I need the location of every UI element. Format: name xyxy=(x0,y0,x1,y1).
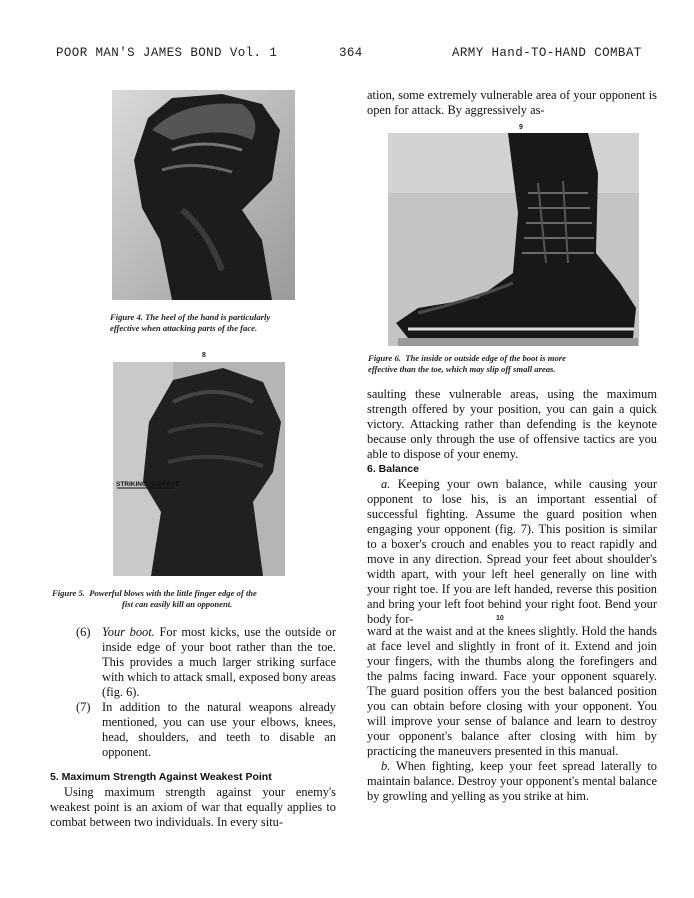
balance-paragraph-a-label: a. xyxy=(381,477,391,491)
left-column-body xyxy=(50,625,336,830)
figure-4-caption xyxy=(110,312,306,334)
right-column-body xyxy=(367,387,657,627)
figure-5-marker: 8 xyxy=(202,352,206,359)
section-5-heading: 5. Maximum Strength Against Weakest Point xyxy=(50,771,272,783)
list-item-6-number: (6) xyxy=(76,625,91,639)
list-item-7-text: In addition to the natural weapons already mentioned, you can use your elbows, knees, head, shoulders, and teeth to disable an opponent. xyxy=(102,700,336,759)
page-number: 364 xyxy=(339,46,363,60)
balance-paragraph-a xyxy=(367,477,657,627)
balance-paragraph-b xyxy=(367,759,657,804)
right-paragraph-saulting: saulting these vulnerable areas, using the maximum strength offered by your position, you can gain a quick victory. Attacking rather than defending is the keynote because only through the use of offensive tactics are you able to dispose of your enemy. xyxy=(367,387,657,461)
balance-continued-paragraph: ward at the waist and at the knees slightly. Hold the hands at face level and slightly in front of it. Extend and join your fingers, with the thumbs along the forefingers and the palms facing inward. Face your opponent squarely. The guard position offers you the best balanced position you can obtain before closing with your opponent. You will improve your sense of balance and learn to destroy your opponent's balance after closing with him by practicing the maneuvers presented in this manual. xyxy=(367,624,657,758)
figure-5-photo xyxy=(113,362,285,576)
figure-4-caption-line1: The heel of the hand is particularly xyxy=(145,312,271,322)
figure-4-caption-line2: effective when attacking parts of the face. xyxy=(110,323,258,333)
figure-5-caption-line1: Powerful blows with the little finger edge of the xyxy=(89,588,257,598)
figure-5-caption-line2: fist can easily kill an opponent. xyxy=(122,599,233,609)
right-column-lower xyxy=(367,624,657,804)
figure-4-photo xyxy=(112,90,295,300)
figure-6-label: Figure 6. xyxy=(368,353,401,363)
figure-4-label: Figure 4. xyxy=(110,312,143,322)
balance-paragraph-b-label: b. xyxy=(381,759,391,773)
figure-6-marker: 9 xyxy=(519,124,523,131)
list-item-6-title: Your boot. xyxy=(102,625,155,639)
list-item-7-number: (7) xyxy=(76,700,91,714)
figure-5-caption xyxy=(52,588,344,610)
right-column-continuation: ation, some extremely vulnerable area of your opponent is open for attack. By aggressively as- xyxy=(367,88,657,117)
striking-surface-label: STRIKING SURFACE xyxy=(116,481,180,488)
balance-paragraph-b-text: When fighting, keep your feet spread laterally to maintain balance. Destroy your opponent's mental balance by growling and yelling as you strike at him. xyxy=(367,759,657,803)
figure-6-caption-line1: The inside or outside edge of the boot is more xyxy=(405,353,566,363)
page-marker-10: 10 xyxy=(496,615,504,622)
section-5-paragraph: Using maximum strength against your enemy's weakest point is an axiom of war that equally applies to combat between two individuals. In every situ- xyxy=(50,785,336,829)
figure-6-photo xyxy=(388,133,639,346)
figure-6-caption-line2: effective than the toe, which may slip off small areas. xyxy=(368,364,556,374)
section-6-heading: 6. Balance xyxy=(367,463,419,475)
list-item-6 xyxy=(50,625,336,700)
figure-5-label: Figure 5. xyxy=(52,588,85,598)
list-item-7 xyxy=(50,700,336,760)
balance-paragraph-a-text: Keeping your own balance, while causing your opponent to lose his, is an important essential of successful fighting. Assume the guard position when engaging your opponent (fig. 7). This position is similar to a boxer's crouch and enables you to react rapidly and move in any direction. Spread your feet about shoulder's width apart, with your left heel generally on line with your right toe. If you are left handed, reverse this position and bring your left foot behind your right foot. Bend your body for- xyxy=(367,477,657,626)
right-column-top-text xyxy=(367,88,657,118)
figure-6-caption xyxy=(368,353,660,375)
running-header-right: ARMY Hand-TO-HAND COMBAT xyxy=(452,46,642,60)
running-header-left: POOR MAN'S JAMES BOND Vol. 1 xyxy=(56,46,278,60)
list-item-6-text: For most kicks, use the outside or inside edge of your boot rather than the toe. This provides a much larger striking surface with which to attack small, exposed bony areas (fig. 6). xyxy=(102,625,336,699)
